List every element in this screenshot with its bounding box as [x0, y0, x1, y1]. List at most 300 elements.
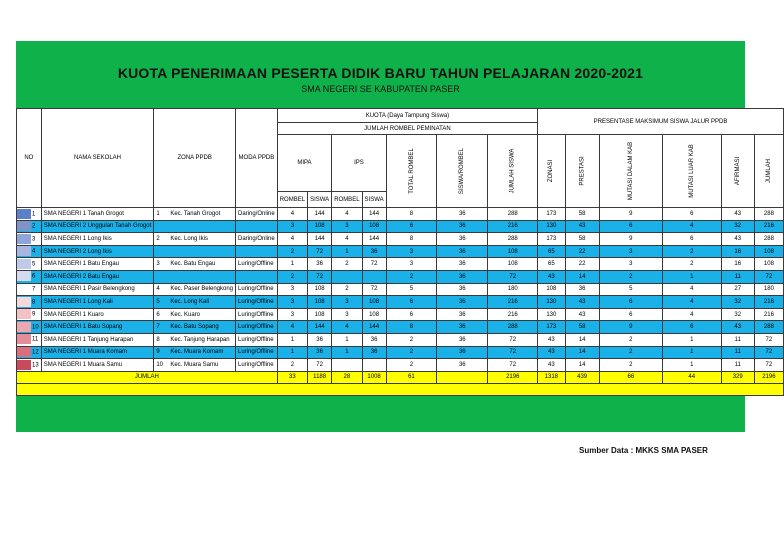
cell-ml: 2 [662, 245, 721, 258]
cell-mipa_s: 72 [308, 359, 332, 372]
cell-sr: 36 [437, 208, 488, 221]
header-jumlah-siswa: JUMLAH SISWA [488, 135, 538, 208]
row-number [17, 359, 42, 372]
moda-ppdb: Daring/Online [236, 208, 278, 221]
cell-md: 2 [599, 346, 662, 359]
row-number [17, 283, 42, 296]
header-zona-ppdb: ZONA PPDB [154, 109, 236, 208]
header-prestasi: PRESTASI [565, 135, 599, 208]
table-row [17, 333, 784, 346]
school-name: SMA NEGERI 1 Kuaro [41, 308, 154, 321]
header-kuota: KUOTA (Daya Tampung Siswa) [277, 109, 537, 123]
zona-ppdb [154, 308, 236, 321]
header-mipa: MIPA [277, 135, 331, 192]
cell-jml: 108 [754, 245, 783, 258]
cell-ips_s: 72 [362, 283, 386, 296]
zona-number: 4 [156, 286, 160, 293]
row-number-text: 6 [32, 274, 36, 281]
row-number-text: 9 [32, 311, 36, 318]
cell-js: 180 [488, 283, 538, 296]
cell-js: 216 [488, 308, 538, 321]
cell-mipa_r: 4 [277, 208, 307, 221]
row-number-text: 12 [32, 349, 39, 356]
cell-md: 6 [599, 220, 662, 233]
row-number-text: 2 [32, 223, 36, 230]
total-mipa_s: 1188 [308, 371, 332, 383]
row-number [17, 296, 42, 309]
cell-md: 2 [599, 359, 662, 372]
zona-ppdb [154, 245, 236, 258]
cell-ips_r: 1 [332, 245, 362, 258]
total-zonasi: 1318 [538, 371, 565, 383]
row-color-marker [17, 221, 31, 231]
moda-ppdb: Luring/Offline [236, 258, 278, 271]
zona-ppdb [154, 258, 236, 271]
cell-js: 288 [488, 208, 538, 221]
cell-af: 43 [721, 208, 754, 221]
zona-name: Kec. Batu Sopang [170, 324, 219, 331]
zona-name: Kec. Long Ikis [170, 235, 208, 242]
cell-ips_s: 108 [362, 296, 386, 309]
cell-md: 2 [599, 270, 662, 283]
total-ips_r: 28 [332, 371, 362, 383]
total-mipa_r: 33 [277, 371, 307, 383]
cell-af: 16 [721, 245, 754, 258]
cell-ml: 2 [662, 258, 721, 271]
row-number-text: 5 [32, 261, 36, 268]
zona-number: 10 [156, 361, 163, 368]
row-color-marker [17, 209, 31, 219]
cell-mipa_s: 144 [308, 208, 332, 221]
cell-af: 32 [721, 220, 754, 233]
cell-af: 11 [721, 270, 754, 283]
zona-ppdb [154, 233, 236, 246]
cell-mipa_r: 3 [277, 296, 307, 309]
cell-af: 43 [721, 321, 754, 334]
header-ips-rombel: ROMBEL [332, 192, 362, 208]
cell-ips_s: 144 [362, 321, 386, 334]
row-number [17, 308, 42, 321]
header-mipa-rombel: ROMBEL [277, 192, 307, 208]
cell-jml: 288 [754, 233, 783, 246]
cell-ml: 1 [662, 270, 721, 283]
cell-jml: 72 [754, 346, 783, 359]
cell-sr: 36 [437, 270, 488, 283]
cell-tr: 6 [386, 296, 437, 309]
school-name: SMA NEGERI 1 Long Ikis [41, 233, 154, 246]
zona-ppdb [154, 296, 236, 309]
moda-ppdb: Luring/Offline [236, 333, 278, 346]
cell-zonasi: 130 [538, 308, 565, 321]
cell-tr: 5 [386, 283, 437, 296]
cell-ml: 4 [662, 308, 721, 321]
moda-ppdb: Luring/Offline [236, 321, 278, 334]
moda-ppdb [236, 220, 278, 233]
cell-mipa_r: 1 [277, 258, 307, 271]
cell-tr: 8 [386, 208, 437, 221]
total-tr: 61 [386, 371, 437, 383]
cell-jml: 72 [754, 333, 783, 346]
row-number [17, 333, 42, 346]
cell-js: 108 [488, 258, 538, 271]
table-row [17, 208, 784, 221]
school-name: SMA NEGERI 1 Tanah Grogot [41, 208, 154, 221]
cell-ips_s: 36 [362, 245, 386, 258]
cell-jml: 216 [754, 220, 783, 233]
moda-ppdb: Luring/Offline [236, 296, 278, 309]
zona-number: 6 [156, 311, 160, 318]
row-number-text: 7 [32, 286, 36, 293]
zona-ppdb [154, 270, 236, 283]
cell-md: 2 [599, 333, 662, 346]
cell-ips_r: 3 [332, 220, 362, 233]
school-name: SMA NEGERI 1 Muara Komam [41, 346, 154, 359]
cell-tr: 2 [386, 333, 437, 346]
source-note: Sumber Data : MKKS SMA PASER [579, 446, 708, 455]
cell-tr: 6 [386, 308, 437, 321]
cell-zonasi: 130 [538, 296, 565, 309]
row-color-marker [17, 246, 31, 256]
row-number-text: 10 [32, 324, 39, 331]
cell-mipa_s: 36 [308, 346, 332, 359]
cell-zonasi: 130 [538, 220, 565, 233]
cell-ips_s: 108 [362, 308, 386, 321]
cell-mipa_r: 2 [277, 245, 307, 258]
moda-ppdb [236, 245, 278, 258]
cell-js: 288 [488, 321, 538, 334]
cell-prestasi: 43 [565, 220, 599, 233]
cell-ips_r: 1 [332, 346, 362, 359]
cell-prestasi: 22 [565, 258, 599, 271]
total-js: 2196 [488, 371, 538, 383]
school-name: SMA NEGERI 2 Batu Engau [41, 270, 154, 283]
cell-prestasi: 58 [565, 208, 599, 221]
table-row [17, 346, 784, 359]
zona-name: Kec. Tanjung Harapan [170, 336, 230, 343]
spreadsheet-sheet [16, 41, 776, 455]
total-ips_s: 1008 [362, 371, 386, 383]
cell-zonasi: 173 [538, 321, 565, 334]
row-number-text: 11 [32, 337, 39, 344]
page-subtitle: SMA NEGERI SE KABUPATEN PASER [301, 84, 460, 94]
cell-mipa_s: 108 [308, 308, 332, 321]
row-number-text: 1 [32, 211, 36, 218]
header-afirmasi: AFIRMASI [721, 135, 754, 208]
zona-name: Kec. Tanah Grogot [170, 210, 221, 217]
total-sr [437, 371, 488, 383]
cell-mipa_s: 36 [308, 333, 332, 346]
cell-js: 216 [488, 296, 538, 309]
cell-mipa_r: 2 [277, 270, 307, 283]
cell-jml: 288 [754, 321, 783, 334]
zona-name: Kec. Muara Samu [170, 361, 219, 368]
row-number [17, 321, 42, 334]
cell-ml: 4 [662, 296, 721, 309]
cell-jml: 288 [754, 208, 783, 221]
row-color-marker [17, 297, 31, 307]
cell-prestasi: 36 [565, 283, 599, 296]
table-row [17, 321, 784, 334]
cell-md: 6 [599, 296, 662, 309]
cell-zonasi: 43 [538, 270, 565, 283]
row-number-text: 4 [32, 248, 36, 255]
zona-name: Kec. Batu Engau [170, 261, 216, 268]
cell-ips_r: 3 [332, 296, 362, 309]
cell-js: 108 [488, 245, 538, 258]
header-jumlah: JUMLAH [754, 135, 783, 208]
zona-name: Kec. Kuaro [170, 311, 200, 318]
total-prestasi: 439 [565, 371, 599, 383]
row-color-marker [17, 284, 31, 294]
total-md: 66 [599, 371, 662, 383]
cell-zonasi: 173 [538, 208, 565, 221]
header-nama-sekolah: NAMA SEKOLAH [41, 109, 154, 208]
table-row [17, 233, 784, 246]
cell-mipa_r: 4 [277, 233, 307, 246]
moda-ppdb: Luring/Offline [236, 283, 278, 296]
school-name: SMA NEGERI 1 Tanjung Harapan [41, 333, 154, 346]
cell-mipa_s: 72 [308, 270, 332, 283]
cell-ips_s [362, 359, 386, 372]
header-mutasi-luar: MUTASI LUAR KAB [662, 135, 721, 208]
cell-prestasi: 14 [565, 359, 599, 372]
row-color-marker [17, 259, 31, 269]
cell-tr: 8 [386, 233, 437, 246]
cell-mipa_r: 3 [277, 220, 307, 233]
row-number [17, 270, 42, 283]
row-color-marker [17, 234, 31, 244]
cell-mipa_s: 36 [308, 258, 332, 271]
cell-ml: 6 [662, 233, 721, 246]
cell-ips_r [332, 270, 362, 283]
header-mutasi-dalam: MUTASI DALAM KAB [599, 135, 662, 208]
cell-tr: 2 [386, 359, 437, 372]
zona-number: 1 [156, 210, 160, 217]
cell-tr: 2 [386, 270, 437, 283]
cell-jml: 108 [754, 258, 783, 271]
cell-mipa_r: 2 [277, 359, 307, 372]
table-row [17, 283, 784, 296]
total-row [17, 371, 784, 383]
cell-af: 27 [721, 283, 754, 296]
cell-js: 72 [488, 270, 538, 283]
zona-name: Kec. Long Kali [170, 298, 210, 305]
cell-mipa_s: 144 [308, 321, 332, 334]
cell-af: 32 [721, 296, 754, 309]
cell-ips_r: 2 [332, 283, 362, 296]
cell-mipa_s: 72 [308, 245, 332, 258]
row-color-marker [17, 360, 31, 370]
cell-ips_r: 4 [332, 208, 362, 221]
cell-md: 5 [599, 283, 662, 296]
cell-js: 216 [488, 220, 538, 233]
cell-ips_r [332, 359, 362, 372]
table-row [17, 270, 784, 283]
school-name: SMA NEGERI 2 Long Ikis [41, 245, 154, 258]
cell-js: 72 [488, 346, 538, 359]
header-presentase: PRESENTASE MAKSIMUM SISWA JALUR PPDB [538, 109, 784, 135]
cell-md: 9 [599, 321, 662, 334]
school-name: SMA NEGERI 1 Batu Engau [41, 258, 154, 271]
cell-tr: 6 [386, 220, 437, 233]
row-color-marker [17, 334, 31, 344]
cell-jml: 180 [754, 283, 783, 296]
table-row [17, 359, 784, 372]
cell-sr: 36 [437, 233, 488, 246]
cell-ml: 1 [662, 346, 721, 359]
cell-jml: 72 [754, 359, 783, 372]
cell-ml: 4 [662, 220, 721, 233]
cell-af: 11 [721, 346, 754, 359]
table-row [17, 296, 784, 309]
school-name: SMA NEGERI 1 Pasir Belengkong [41, 283, 154, 296]
cell-zonasi: 43 [538, 333, 565, 346]
cell-tr: 3 [386, 245, 437, 258]
cell-ips_s: 108 [362, 220, 386, 233]
row-color-marker [17, 347, 31, 357]
zona-ppdb [154, 220, 236, 233]
zona-number: 5 [156, 298, 160, 305]
header-moda-ppdb: MODA PPDB [236, 109, 278, 208]
row-number [17, 245, 42, 258]
cell-prestasi: 58 [565, 233, 599, 246]
cell-sr: 36 [437, 220, 488, 233]
header-mipa-siswa: SISWA [308, 192, 332, 208]
cell-prestasi: 22 [565, 245, 599, 258]
zona-number: 3 [156, 261, 160, 268]
cell-af: 16 [721, 258, 754, 271]
zona-number: 8 [156, 336, 160, 343]
cell-sr: 36 [437, 296, 488, 309]
cell-js: 288 [488, 233, 538, 246]
cell-sr: 36 [437, 321, 488, 334]
cell-jml: 216 [754, 296, 783, 309]
cell-md: 6 [599, 308, 662, 321]
row-number [17, 258, 42, 271]
cell-sr: 36 [437, 308, 488, 321]
cell-tr: 3 [386, 258, 437, 271]
cell-ml: 6 [662, 208, 721, 221]
cell-jml: 216 [754, 308, 783, 321]
zona-number: 9 [156, 349, 160, 356]
row-number [17, 220, 42, 233]
cell-mipa_r: 3 [277, 283, 307, 296]
header-total-rombel: TOTAL ROMBEL [386, 135, 437, 208]
cell-sr: 36 [437, 258, 488, 271]
cell-md: 3 [599, 258, 662, 271]
cell-tr: 2 [386, 346, 437, 359]
moda-ppdb: Luring/Offline [236, 359, 278, 372]
cell-sr: 36 [437, 359, 488, 372]
header-rombel-peminatan: JUMLAH ROMBEL PEMINATAN [277, 123, 537, 135]
total-jml: 2196 [754, 371, 783, 383]
header-zonasi: ZONASI [538, 135, 565, 208]
moda-ppdb [236, 270, 278, 283]
cell-mipa_r: 1 [277, 333, 307, 346]
cell-prestasi: 14 [565, 346, 599, 359]
row-color-marker [17, 309, 31, 319]
cell-mipa_s: 108 [308, 220, 332, 233]
cell-md: 9 [599, 208, 662, 221]
cell-af: 43 [721, 233, 754, 246]
row-number [17, 346, 42, 359]
table-row [17, 308, 784, 321]
total-af: 329 [721, 371, 754, 383]
cell-zonasi: 43 [538, 359, 565, 372]
cell-zonasi: 173 [538, 233, 565, 246]
cell-af: 11 [721, 359, 754, 372]
zona-ppdb [154, 333, 236, 346]
cell-ml: 1 [662, 359, 721, 372]
cell-md: 9 [599, 233, 662, 246]
cell-sr: 36 [437, 245, 488, 258]
moda-ppdb: Daring/Online [236, 233, 278, 246]
cell-ips_s: 72 [362, 258, 386, 271]
cell-prestasi: 43 [565, 308, 599, 321]
cell-mipa_r: 3 [277, 308, 307, 321]
row-number [17, 208, 42, 221]
total-ml: 44 [662, 371, 721, 383]
cell-mipa_r: 1 [277, 346, 307, 359]
cell-ips_s: 36 [362, 346, 386, 359]
blank-yellow-row [17, 383, 784, 395]
row-number [17, 233, 42, 246]
cell-ips_s [362, 270, 386, 283]
cell-mipa_s: 108 [308, 283, 332, 296]
cell-ips_s: 36 [362, 333, 386, 346]
school-name: SMA NEGERI 2 Unggulan Tanah Grogot [41, 220, 154, 233]
row-number-text: 3 [32, 236, 36, 243]
cell-ml: 6 [662, 321, 721, 334]
zona-number: 2 [156, 235, 160, 242]
row-number-text: 8 [32, 299, 36, 306]
zona-number: 7 [156, 324, 160, 331]
header-ips: IPS [332, 135, 386, 192]
cell-js: 72 [488, 359, 538, 372]
row-color-marker [17, 322, 31, 332]
zona-name: Kec. Muara Komam [170, 349, 224, 356]
zona-ppdb [154, 346, 236, 359]
cell-ips_r: 2 [332, 258, 362, 271]
cell-sr: 36 [437, 333, 488, 346]
school-name: SMA NEGERI 1 Long Kali [41, 296, 154, 309]
quota-table [16, 108, 784, 396]
page-title: KUOTA PENERIMAAN PESERTA DIDIK BARU TAHUN PELAJARAN 2020-2021 [117, 65, 644, 81]
moda-ppdb: Luring/Offline [236, 308, 278, 321]
moda-ppdb: Luring/Offline [236, 346, 278, 359]
cell-zonasi: 108 [538, 283, 565, 296]
cell-sr: 36 [437, 283, 488, 296]
zona-ppdb [154, 359, 236, 372]
cell-prestasi: 58 [565, 321, 599, 334]
cell-md: 3 [599, 245, 662, 258]
cell-ips_r: 3 [332, 308, 362, 321]
header-ips-siswa: SISWA [362, 192, 386, 208]
cell-tr: 8 [386, 321, 437, 334]
cell-ml: 1 [662, 333, 721, 346]
row-color-marker [17, 271, 31, 281]
zona-name: Kec. Paser Belengkong [170, 286, 234, 293]
zona-ppdb [154, 283, 236, 296]
cell-ips_r: 1 [332, 333, 362, 346]
cell-prestasi: 14 [565, 270, 599, 283]
cell-jml: 72 [754, 270, 783, 283]
cell-zonasi: 43 [538, 346, 565, 359]
school-name: SMA NEGERI 1 Muara Samu [41, 359, 154, 372]
cell-mipa_s: 108 [308, 296, 332, 309]
table-row [17, 258, 784, 271]
cell-af: 11 [721, 333, 754, 346]
